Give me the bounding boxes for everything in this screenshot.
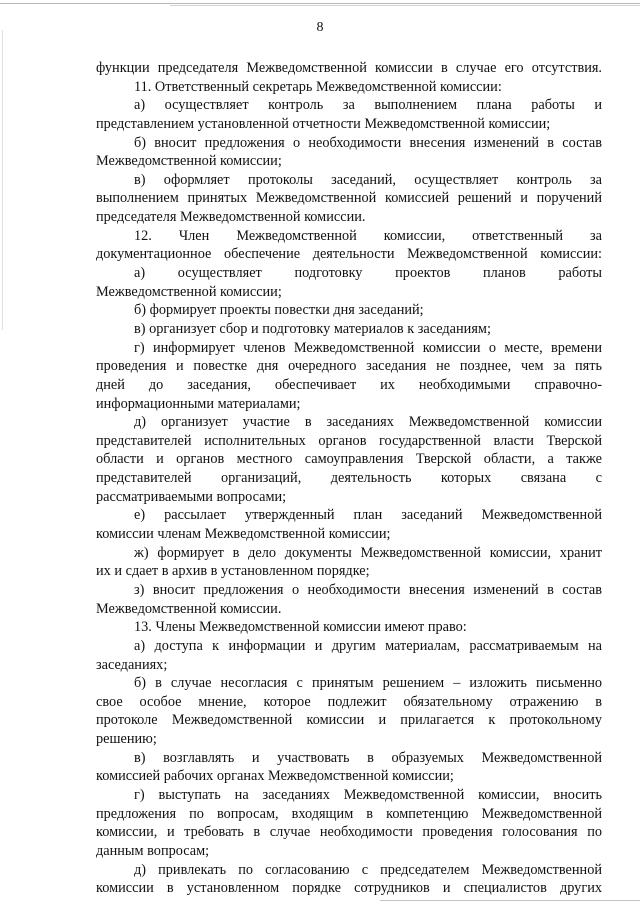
text-line: ж) формирует в дело документы Межведомственной комиссии, хранит [134,544,602,561]
text-line: представителей организаций, деятельность которых связана с [96,470,602,487]
text-line: в) оформляет протоколы заседаний, осуществляет контроль за [134,171,602,188]
scan-edge-top [0,3,640,4]
document-body [96,59,602,898]
text-line: Межведомственной комиссии; [96,153,282,170]
text-line: б) формирует проекты повестки дня заседаний; [134,302,424,319]
text-line: б) вносит предложения о необходимости внесения изменений в состав [134,134,602,151]
page-number: 8 [316,20,324,35]
text-line: данным вопросам; [96,842,210,859]
text-line: документационное обеспечение деятельности Межведомственной комиссии: [96,246,602,263]
text-line: комиссии, и требовать в случае необходимости проведения голосования по [96,824,602,841]
text-line: 12. Член Межведомственной комиссии, ответственный за [134,227,602,244]
text-line: председателя Межведомственной комиссии. [96,209,366,226]
text-line: 11. Ответственный секретарь Межведомственной комиссии: [134,78,502,95]
text-line: протоколе Межведомственной комиссии и прилагается к протокольному [96,712,602,729]
scan-edge-left [2,30,3,330]
text-line: представлением установленной отчетности Межведомственной комиссии; [96,115,551,132]
text-line: Межведомственной комиссии. [96,600,282,617]
text-line: комиссии в установленном порядке сотрудников и специалистов других [96,880,602,897]
text-line: г) выступать на заседаниях Межведомственной комиссии, вносить [134,786,602,803]
text-line: выполнением принятых Межведомственной комиссией решений и поручений [96,190,602,207]
text-line: области и органов местного самоуправления Тверской области, а также [96,451,602,468]
text-line: г) информирует членов Межведомственной комиссии о месте, времени [134,339,602,356]
text-line: 13. Члены Межведомственной комиссии имеют право: [134,619,467,636]
text-line: в) организует сбор и подготовку материалов к заседаниям; [134,320,491,337]
text-line: комиссии членам Межведомственной комиссии; [96,526,391,543]
text-line: предложения по вопросам, входящим в компетенцию Межведомственной [96,805,602,822]
text-line: д) привлекать по согласованию с председателем Межведомственной [134,861,602,878]
text-line: е) рассылает утвержденный план заседаний Межведомственной [134,507,602,524]
text-line: решению; [96,731,157,748]
text-line: дней до заседания, обеспечивает их необходимыми справочно- [96,376,602,393]
text-line: а) осуществляет подготовку проектов планов работы [134,265,602,282]
text-line: проведения и повестке дня очередного заседания не позднее, чем за пять [96,358,602,375]
text-line: заседаниях; [96,656,168,673]
text-line: комиссией рабочих органах Межведомственной комиссии; [96,768,454,785]
text-line: а) доступа к информации и другим материалам, рассматриваемым на [134,637,602,654]
text-line: б) в случае несогласия с принятым решением – изложить письменно [134,675,602,692]
scan-edge-top-secondary [170,5,640,6]
text-line: представителей исполнительных органов государственной власти Тверской [96,432,602,449]
text-line: Межведомственной комиссии; [96,283,282,300]
text-line: в) возглавлять и участвовать в образуемых Межведомственной [134,749,602,766]
text-line: рассматриваемыми вопросами; [96,488,287,505]
text-line: функции председателя Межведомственной комиссии в случае его отсутствия. [96,60,602,76]
text-line: их и сдает в архив в установленном порядке; [96,563,370,580]
text-line: свое особое мнение, которое подлежит обязательному отражению в [96,693,602,710]
scan-edge-bottom [380,900,640,901]
text-line: д) организует участие в заседаниях Межведомственной комиссии [134,414,602,431]
text-line: з) вносит предложения о необходимости внесения изменений в состав [134,581,602,598]
text-line: информационными материалами; [96,395,301,412]
text-line: а) осуществляет контроль за выполнением плана работы и [134,97,602,114]
